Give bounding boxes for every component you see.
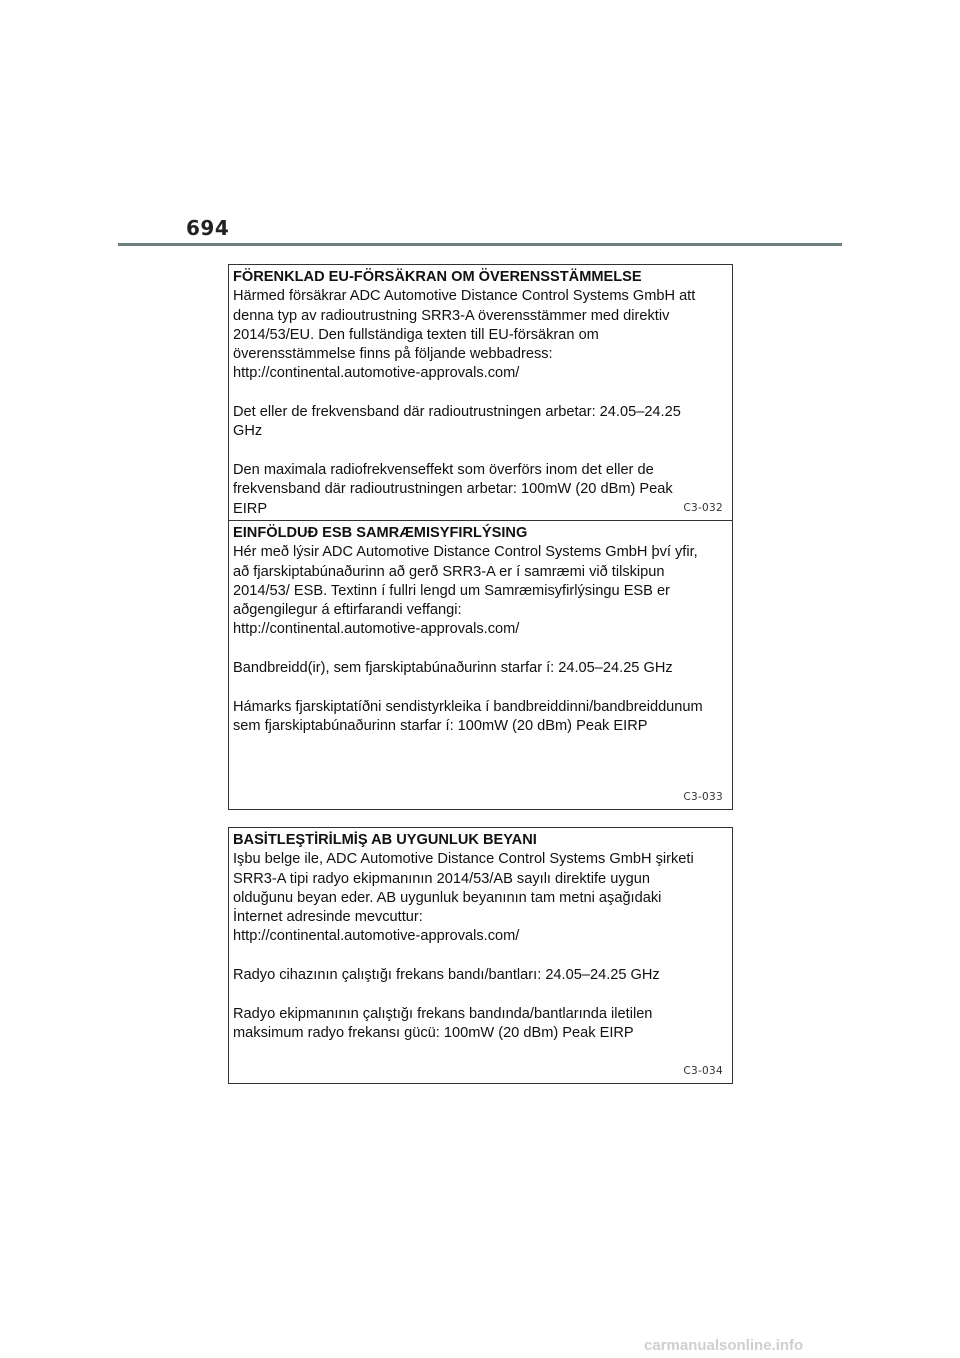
text-line: Hér með lýsir ADC Automotive Distance Control Systems GmbH því yfir, (233, 544, 698, 561)
text-line: İnternet adresinde mevcuttur: (233, 909, 423, 926)
declaration-text (233, 287, 728, 519)
paragraph-gap (233, 985, 728, 1004)
declaration-code: C3-033 (683, 791, 723, 803)
declaration-box-turkish (228, 827, 733, 1084)
paragraph-gap (233, 678, 728, 697)
text-line: maksimum radyo frekansı gücü: 100mW (20 dBm) Peak EIRP (233, 1024, 634, 1041)
declaration-code: C3-034 (683, 1065, 723, 1077)
text-line: överensstämmelse finns på följande webbadress: (233, 346, 553, 363)
text-line: Det eller de frekvensband där radioutrustningen arbetar: 24.05–24.25 (233, 404, 681, 421)
paragraph-gap (233, 947, 728, 966)
paragraph-gap (233, 442, 728, 461)
header-rule (118, 243, 842, 246)
text-line: sem fjarskiptabúnaðurinn starfar í: 100mW (20 dBm) Peak EIRP (233, 717, 648, 734)
text-line: 2014/53/EU. Den fullständiga texten till EU-försäkran om (233, 326, 599, 343)
declaration-title: BASİTLEŞTİRİLMİŞ AB UYGUNLUK BEYANI (233, 832, 537, 848)
text-line: denna typ av radioutrustning SRR3-A överensstämmer med direktiv (233, 307, 670, 324)
text-line: frekvensband där radioutrustningen arbetar: 100mW (20 dBm) Peak (233, 481, 673, 498)
text-line: Härmed försäkrar ADC Automotive Distance Control Systems GmbH att (233, 288, 696, 305)
paragraph-gap (233, 384, 728, 403)
text-line: http://continental.automotive-approvals.com/ (233, 365, 520, 382)
text-line: Bandbreidd(ir), sem fjarskiptabúnaðurinn starfar í: 24.05–24.25 GHz (233, 660, 673, 677)
text-line: Radyo ekipmanının çalıştığı frekans bandında/bantlarında iletilen (233, 1005, 653, 1022)
text-line: http://continental.automotive-approvals.com/ (233, 928, 520, 945)
declaration-title: EINFÖLDUÐ ESB SAMRÆMISYFIRLÝSING (233, 525, 528, 541)
declaration-code: C3-032 (683, 502, 723, 514)
declaration-text (233, 850, 728, 1043)
declaration-content (229, 265, 732, 519)
declaration-box-icelandic (228, 521, 733, 810)
text-line: aðgengilegur á eftirfarandi veffangi: (233, 602, 462, 619)
text-line: SRR3-A tipi radyo ekipmanının 2014/53/AB sayılı direktife uygun (233, 870, 650, 887)
paragraph-gap (233, 640, 728, 659)
declaration-content (229, 828, 732, 1043)
page-number: 694 (186, 216, 230, 240)
watermark: carmanualsonline.info (644, 1337, 804, 1354)
text-line: Radyo cihazının çalıştığı frekans bandı/bantları: 24.05–24.25 GHz (233, 967, 660, 984)
text-line: að fjarskiptabúnaðurinn að gerð SRR3-A er í samræmi við tilskipun (233, 563, 665, 580)
text-line: GHz (233, 423, 263, 440)
text-line: Den maximala radiofrekvenseffekt som överförs inom det eller de (233, 461, 654, 478)
declaration-title: FÖRENKLAD EU-FÖRSÄKRAN OM ÖVERENSSTÄMMELSE (233, 269, 642, 285)
text-line: EIRP (233, 500, 268, 517)
text-line: 2014/53/ ESB. Textinn í fullri lengd um Samræmisyfirlýsingu ESB er (233, 582, 670, 599)
declaration-box-swedish (228, 264, 733, 521)
text-line: Hámarks fjarskiptatíðni sendistyrkleika í bandbreiddinni/bandbreiddunum (233, 698, 703, 715)
declaration-content (229, 521, 732, 736)
text-line: http://continental.automotive-approvals.com/ (233, 621, 520, 638)
text-line: olduğunu beyan eder. AB uygunluk beyanının tam metni aşağıdaki (233, 889, 662, 906)
declaration-text (233, 543, 728, 736)
text-line: Işbu belge ile, ADC Automotive Distance Control Systems GmbH şirketi (233, 851, 694, 868)
